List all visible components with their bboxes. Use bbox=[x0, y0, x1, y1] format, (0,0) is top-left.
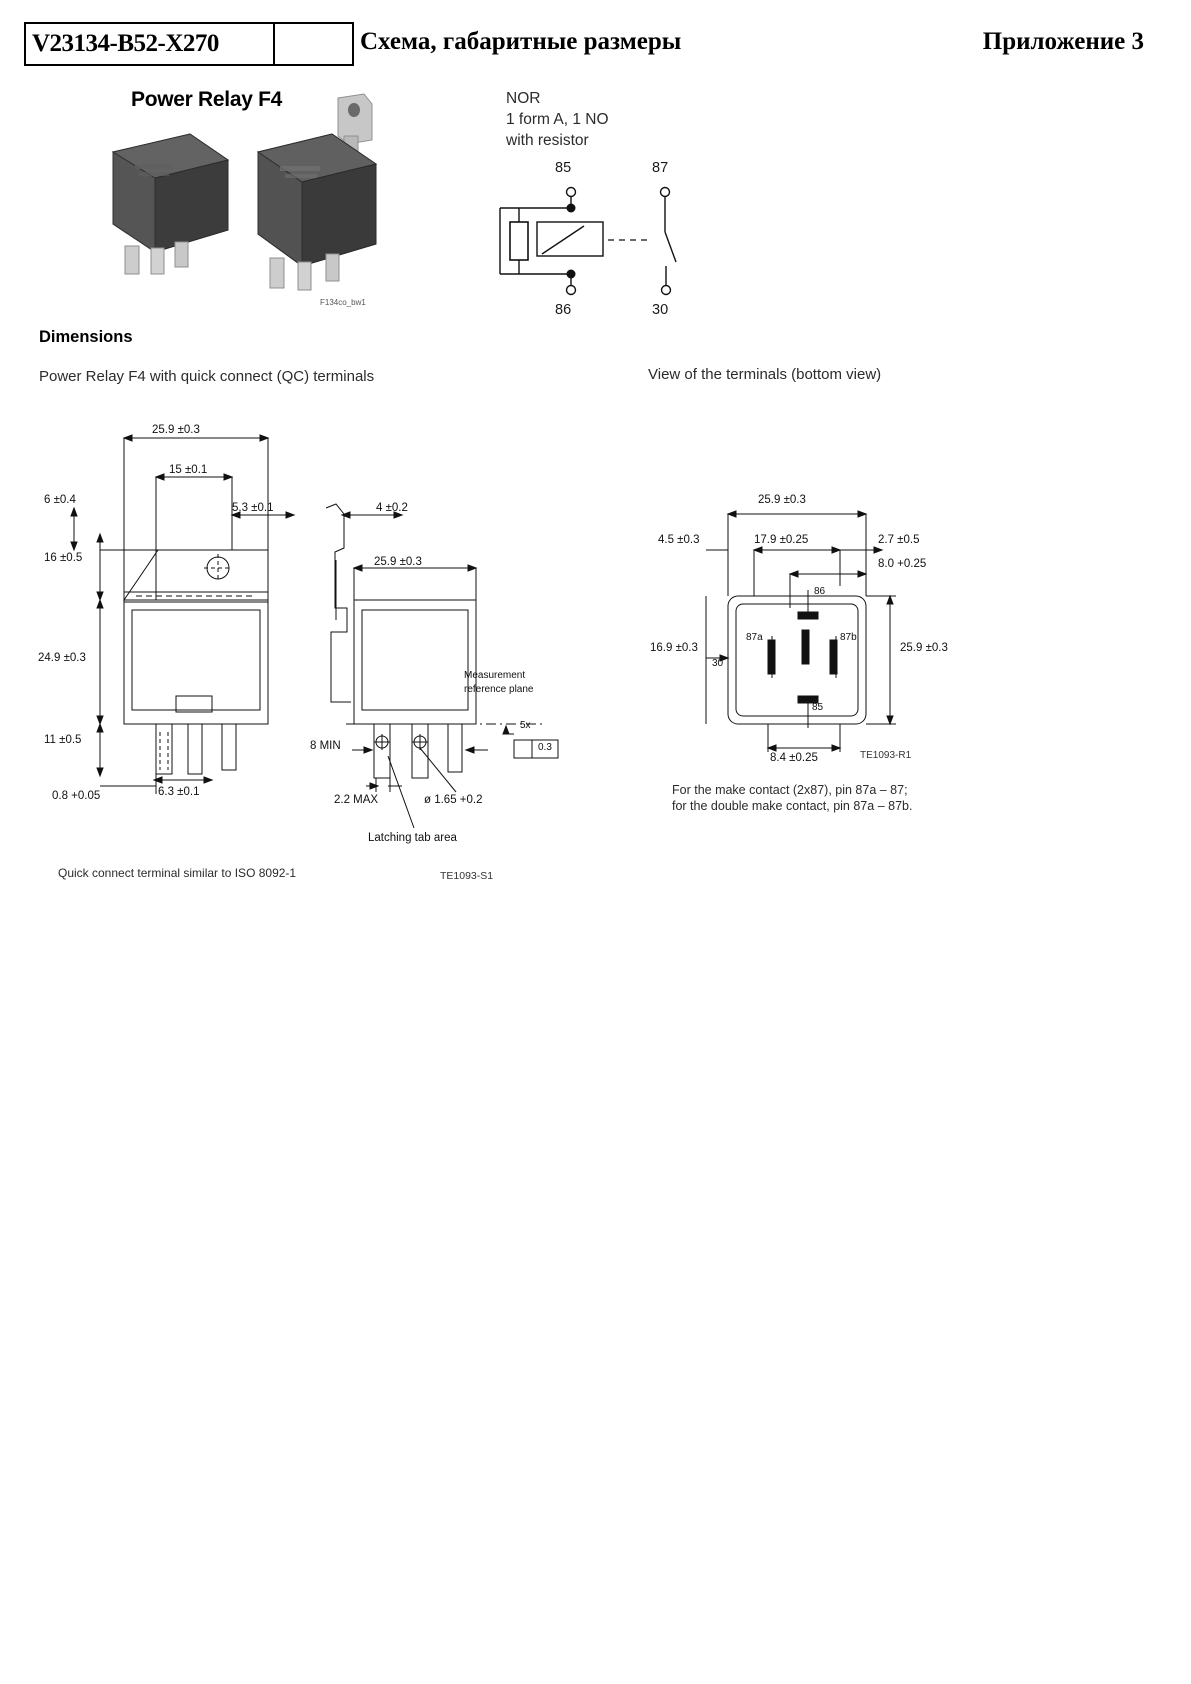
part-number-cell bbox=[26, 24, 275, 64]
schematic-type-line-1: NOR bbox=[506, 90, 541, 107]
dim-label-6-3: 6.3 ±0.1 bbox=[158, 786, 200, 798]
relay-schematic-graphic bbox=[480, 170, 740, 330]
bv-pin-30: 30 bbox=[712, 658, 724, 669]
relay-photo-right-graphic bbox=[240, 92, 410, 297]
right-dimension-drawing bbox=[650, 490, 980, 780]
left-figure-code: TE1093-S1 bbox=[440, 870, 494, 882]
schematic-pin-30: 30 bbox=[652, 302, 669, 318]
dim-label-measurement: Measurement bbox=[464, 670, 526, 681]
photo-caption: F134co_bw1 bbox=[320, 298, 366, 307]
part-number-text: V23134-B52-X270 bbox=[32, 30, 219, 57]
dim-label-2-2-max: 2.2 MAX bbox=[334, 794, 379, 806]
bv-label-16-9: 16.9 ±0.3 bbox=[650, 642, 698, 654]
page-header bbox=[24, 22, 1164, 66]
dim-label-0-8: 0.8 +0.05 bbox=[52, 790, 101, 802]
bv-label-4-5: 4.5 ±0.3 bbox=[658, 534, 700, 546]
bv-label-25-9-top: 25.9 ±0.3 bbox=[758, 494, 806, 506]
right-figure-note-line-2: for the double make contact, pin 87a – 87b. bbox=[672, 799, 913, 813]
right-figure-code: TE1093-R1 bbox=[860, 750, 912, 761]
dimensions-heading: Dimensions bbox=[39, 328, 133, 346]
part-number-box bbox=[24, 22, 354, 66]
relay-photo-right bbox=[240, 92, 400, 292]
relay-photo-left bbox=[95, 120, 235, 280]
bv-pin-86: 86 bbox=[814, 586, 826, 597]
dim-label-5x: 5x bbox=[520, 720, 531, 731]
right-figure-note bbox=[672, 782, 912, 814]
bv-label-17-9: 17.9 ±0.25 bbox=[754, 534, 809, 546]
dim-label-15: 15 ±0.1 bbox=[169, 464, 208, 476]
dim-label-25-9-side: 25.9 ±0.3 bbox=[374, 556, 422, 568]
left-dimension-drawing bbox=[36, 420, 616, 860]
bv-label-25-9-right: 25.9 ±0.3 bbox=[900, 642, 948, 654]
dim-label-4: 4 ±0.2 bbox=[376, 502, 408, 514]
dim-label-latching-tab-area: Latching tab area bbox=[368, 832, 457, 844]
dim-label-8-min: 8 MIN bbox=[310, 740, 341, 752]
dim-label-11: 11 ±0.5 bbox=[44, 734, 82, 746]
schematic-type-label bbox=[506, 88, 609, 151]
dim-label-24-9: 24.9 ±0.3 bbox=[38, 652, 86, 664]
schematic-type-line-2: 1 form A, 1 NO bbox=[506, 111, 609, 128]
schematic-pin-85: 85 bbox=[555, 160, 572, 176]
left-figure-note: Quick connect terminal similar to ISO 8092-1 bbox=[58, 866, 297, 880]
right-figure-note-line-1: For the make contact (2x87), pin 87a – 87; bbox=[672, 783, 908, 797]
relay-photo-left-graphic bbox=[95, 120, 245, 285]
right-dimension-graphic bbox=[650, 490, 980, 780]
bv-label-8-0: 8.0 +0.25 bbox=[878, 558, 927, 570]
schematic-pin-86: 86 bbox=[555, 302, 572, 318]
schematic-type-line-3: with resistor bbox=[506, 132, 589, 149]
dimensions-subtitle-right: View of the terminals (bottom view) bbox=[648, 366, 882, 383]
relay-schematic bbox=[480, 160, 740, 330]
dim-label-6: 6 ±0.4 bbox=[44, 494, 76, 506]
dim-label-16: 16 ±0.5 bbox=[44, 552, 83, 564]
photo-title: Power Relay F4 bbox=[131, 88, 283, 111]
appendix-label: Приложение 3 bbox=[982, 28, 1144, 55]
page-title: Схема, габаритные размеры bbox=[360, 28, 682, 55]
dim-label-5-3: 5.3 ±0.1 bbox=[232, 502, 274, 514]
dim-label-tolerance-0-3: 0.3 bbox=[538, 742, 552, 753]
dim-label-reference-plane: reference plane bbox=[464, 684, 534, 695]
left-dimension-graphic bbox=[36, 420, 616, 860]
bv-pin-87b: 87b bbox=[840, 632, 857, 643]
bv-label-8-4: 8.4 ±0.25 bbox=[770, 752, 818, 764]
dimensions-subtitle-left: Power Relay F4 with quick connect (QC) terminals bbox=[39, 368, 375, 385]
bv-pin-85: 85 bbox=[812, 702, 824, 713]
bv-pin-87a: 87a bbox=[746, 632, 763, 643]
dim-label-hole-diameter: ø 1.65 +0.2 bbox=[424, 794, 483, 806]
bv-label-2-7: 2.7 ±0.5 bbox=[878, 534, 920, 546]
dim-label-25-9-top: 25.9 ±0.3 bbox=[152, 424, 200, 436]
schematic-pin-87: 87 bbox=[652, 160, 669, 176]
